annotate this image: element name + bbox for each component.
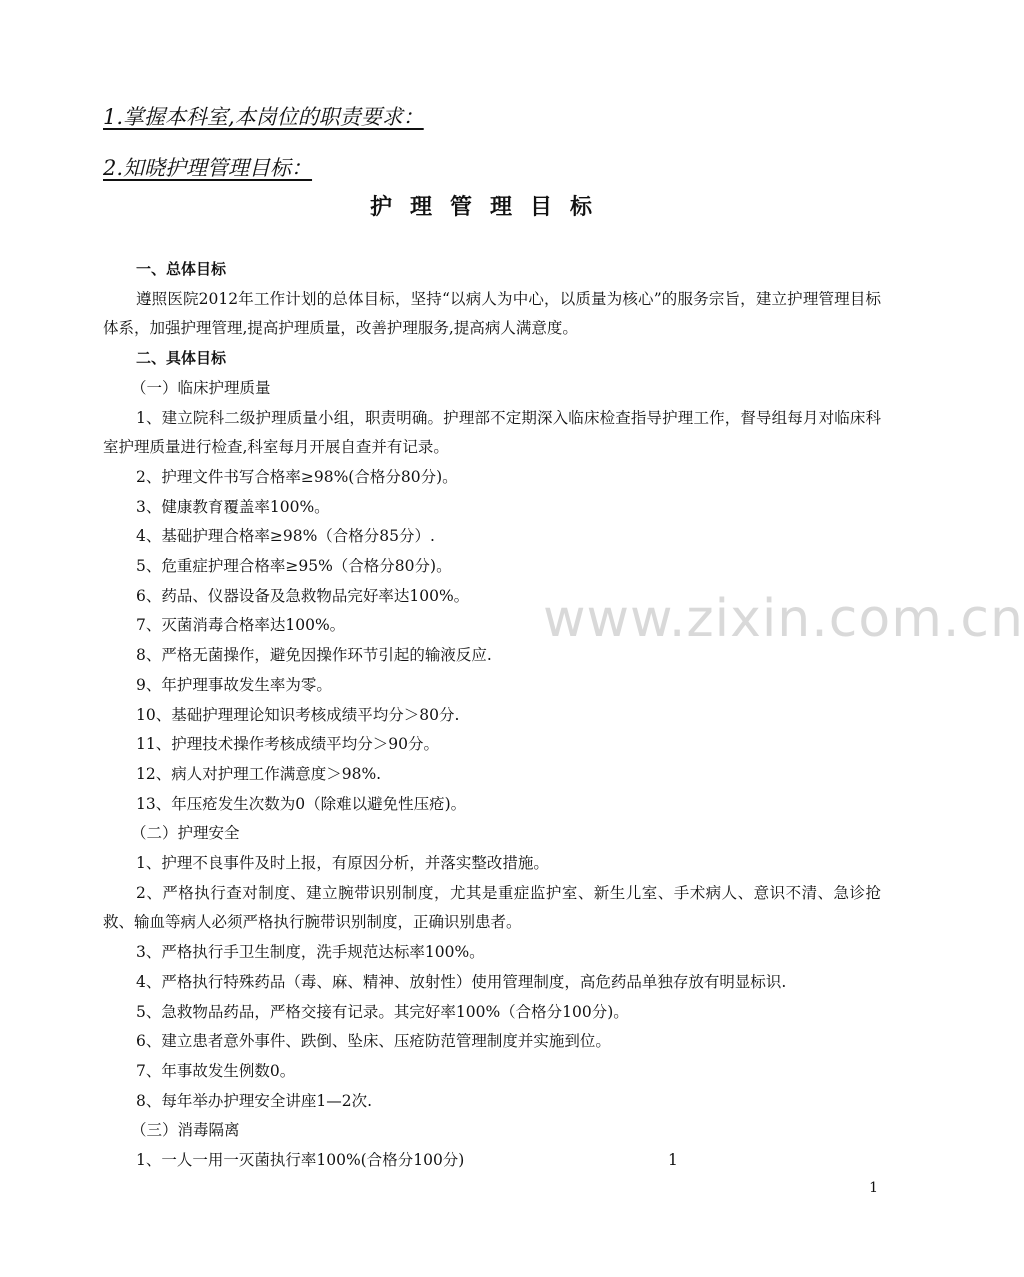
heading-management-goals: 2.知晓护理管理目标： [103,156,313,180]
safety-item: 5、急救物品药品，严格交接有记录。其完好率100%（合格分100分)。 [136,1002,629,1021]
safety-item: 2、严格执行查对制度、建立腕带识别制度，尤其是重症监护室、新生儿室、手术病人、意识不清、急诊抢救、输血等病人必须严格执行腕带识别制度，正确识别患者。 [103,883,881,932]
clinical-item: 3、健康教育覆盖率100%。 [136,497,330,516]
clinical-item: 11、护理技术操作考核成绩平均分＞90分。 [136,735,439,754]
disinfection-item-row [103,1146,881,1176]
safety-item: 6、建立患者意外事件、跌倒、坠床、压疮防范管理制度并实施到位。 [136,1032,611,1051]
document-title: 护理管理目标 [369,195,610,220]
clinical-item: 6、药品、仪器设备及急救物品完好率达100%。 [136,586,470,605]
clinical-item: 4、基础护理合格率≥98%（合格分85分）. [136,527,435,546]
safety-item: 3、严格执行手卫生制度，洗手规范达标率100%。 [136,943,485,962]
document-body [103,255,881,1176]
clinical-item: 2、护理文件书写合格率≥98%(合格分80分)。 [136,467,458,486]
section-specific-title: 二、具体目标 [136,349,227,368]
page-number: 1 [869,1180,878,1196]
clinical-item: 5、危重症护理合格率≥95%（合格分80分)。 [136,557,452,576]
inline-page-mark: 1 [668,1151,678,1170]
safety-item: 7、年事故发生例数0。 [136,1061,296,1080]
safety-item: 8、每年举办护理安全讲座1—2次. [136,1091,373,1110]
safety-item: 1、护理不良事件及时上报，有原因分析，并落实整改措施。 [136,854,549,873]
subsection-safety-title: （二）护理安全 [131,824,240,843]
disinfection-item: 1、一人一用一灭菌执行率100%(合格分100分) [136,1151,465,1170]
clinical-item: 7、灭菌消毒合格率达100%。 [136,616,346,635]
safety-item: 4、严格执行特殊药品（毒、麻、精神、放射性）使用管理制度，高危药品单独存放有明显标识. [136,972,787,991]
clinical-item: 8、严格无菌操作，避免因操作环节引起的输液反应. [136,646,492,665]
watermark: www.zixin.com.cn [543,589,1024,649]
clinical-item: 13、年压疮发生次数为0（除难以避免性压疮)。 [136,794,467,813]
subsection-clinical-title: （一）临床护理质量 [131,378,271,397]
clinical-item: 12、病人对护理工作满意度＞98%. [136,764,382,783]
clinical-item: 10、基础护理理论知识考核成绩平均分＞80分. [136,705,460,724]
section-overall-title: 一、总体目标 [136,260,227,278]
subsection-disinfection-title: （三）消毒隔离 [131,1121,240,1140]
overall-paragraph: 遵照医院2012年工作计划的总体目标，坚持“以病人为中心，以质量为核心”的服务宗旨，建立护理管理目标体系，加强护理管理,提高护理质量，改善护理服务,提高病人满意度。 [103,289,881,338]
clinical-item: 1、建立院科二级护理质量小组，职责明确。护理部不定期深入临床检查指导护理工作，督导组每月对临床科室护理质量进行检查,科室每月开展自查并有记录。 [103,408,881,457]
clinical-item: 9、年护理事故发生率为零。 [136,675,332,694]
heading-duty-requirements: 1.掌握本科室,本岗位的职责要求： [103,105,424,129]
